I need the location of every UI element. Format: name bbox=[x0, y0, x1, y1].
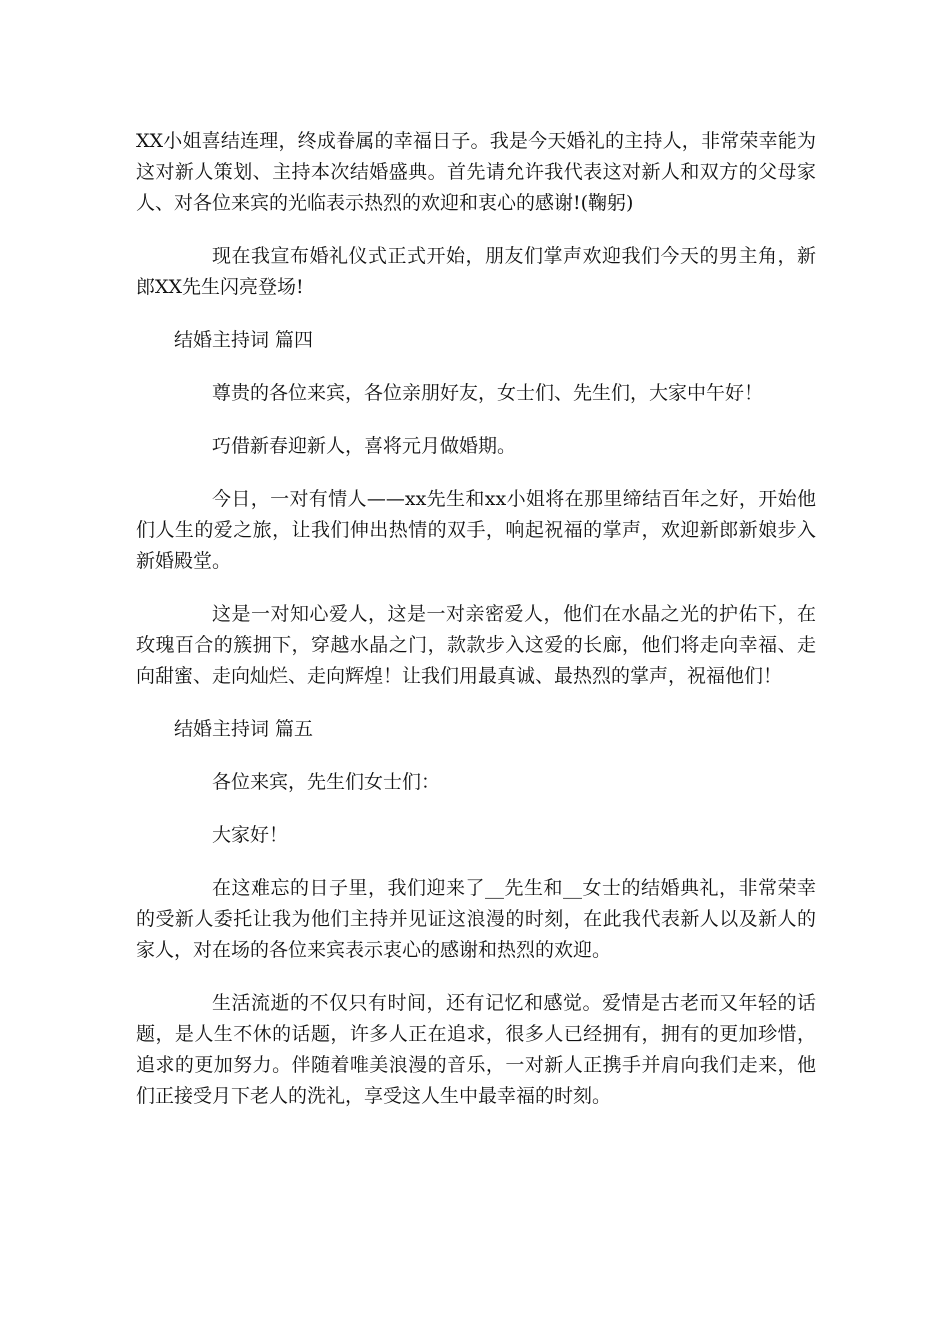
paragraph-continuation: XX小姐喜结连理，终成眷属的幸福日子。我是今天婚礼的主持人，非常荣幸能为这对新人策划、主持本次结婚盛典。首先请允许我代表这对新人和双方的父母家人、对各位来宾的光临表示热烈的欢迎和衷心的感谢!(鞠躬) bbox=[136, 130, 816, 214]
paragraph-couplet: 巧借新春迎新人，喜将元月做婚期。 bbox=[212, 435, 517, 457]
paragraph-hello: 大家好！ bbox=[212, 824, 289, 846]
document-body bbox=[136, 126, 816, 1112]
paragraph-today: 今日，一对有情人——xx先生和xx小姐将在那里缔结百年之好，开始他们人生的爱之旅，让我们伸出热情的双手，响起祝福的掌声，欢迎新郎新娘步入新婚殿堂。 bbox=[136, 488, 816, 572]
paragraph-greeting: 尊贵的各位来宾，各位亲朋好友，女士们、先生们，大家中午好！ bbox=[212, 382, 764, 404]
paragraph-ceremony-start: 现在我宣布婚礼仪式正式开始，朋友们掌声欢迎我们今天的男主角，新郎XX先生闪亮登场! bbox=[136, 245, 816, 298]
section-heading-part-four: 结婚主持词 篇四 bbox=[174, 329, 314, 351]
paragraph-loving-couple: 这是一对知心爱人，这是一对亲密爱人，他们在水晶之光的护佑下，在玫瑰百合的簇拥下，穿越水晶之门，款款步入这爱的长廊，他们将走向幸福、走向甜蜜、走向灿烂、走向辉煌！让我们用最真诚、最热烈的掌声，祝福他们！ bbox=[136, 603, 816, 687]
paragraph-address: 各位来宾，先生们女士们： bbox=[212, 771, 441, 793]
section-heading-part-five: 结婚主持词 篇五 bbox=[174, 718, 314, 740]
paragraph-memorable-day: 在这难忘的日子里，我们迎来了__先生和__女士的结婚典礼，非常荣幸的受新人委托让我为他们主持并见证这浪漫的时刻，在此我代表新人以及新人的家人，对在场的各位来宾表示衷心的感谢和热烈的欢迎。 bbox=[136, 877, 816, 961]
paragraph-life-and-love: 生活流逝的不仅只有时间，还有记忆和感觉。爱情是古老而又年轻的话题，是人生不休的话题，许多人正在追求，很多人已经拥有，拥有的更加珍惜，追求的更加努力。伴随着唯美浪漫的音乐，一对新人正携手并肩向我们走来，他们正接受月下老人的洗礼，享受这人生中最幸福的时刻。 bbox=[136, 992, 816, 1107]
